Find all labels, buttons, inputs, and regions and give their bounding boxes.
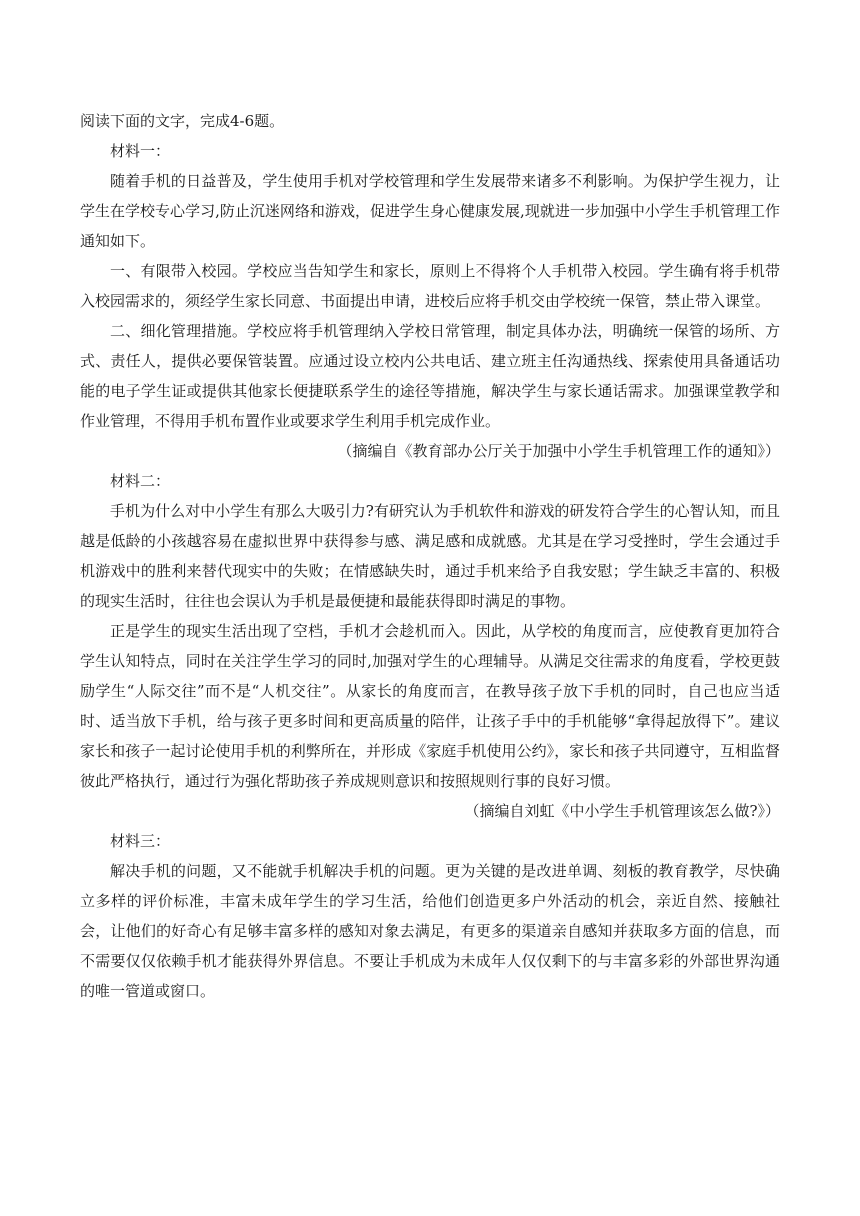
paragraph: 二、细化管理措施。学校应将手机管理纳入学校日常管理，制定具体办法，明确统一保管的场所、方式、责任人，提供必要保管装置。应通过设立校内公共电话、建立班主任沟通热线、探索使用具备通话功能的电子学生证或提供其他家长便捷联系学生的途径等措施，解决学生与家长通话需求。加强课堂教学和作业管理，不得用手机布置作业或要求学生利用手机完成作业。: [80, 322, 780, 430]
source-citation: （摘编自《教育部办公厅关于加强中小学生手机管理工作的通知》）: [337, 442, 780, 460]
material-heading: 材料三：: [110, 832, 171, 850]
material-heading: 材料二：: [110, 472, 171, 490]
question-intro: 阅读下面的文字，完成4-6题。: [80, 112, 285, 130]
material-heading: 材料一：: [110, 142, 171, 160]
material-two: [80, 466, 780, 826]
source-citation: （摘编自刘虹《中小学生手机管理该怎么做?》）: [464, 802, 780, 820]
material-one: [80, 136, 780, 466]
document-page: [80, 106, 780, 1006]
paragraph: 手机为什么对中小学生有那么大吸引力?有研究认为手机软件和游戏的研发符合学生的心智认知，而且越是低龄的小孩越容易在虚拟世界中获得参与感、满足感和成就感。尤其是在学习受挫时，学生会通过手机游戏中的胜利来替代现实中的失败；在情感缺失时，通过手机来给予自我安慰；学生缺乏丰富的、积极的现实生活时，往往也会误认为手机是最便捷和最能获得即时满足的事物。: [80, 502, 780, 610]
paragraph: 随着手机的日益普及，学生使用手机对学校管理和学生发展带来诸多不利影响。为保护学生视力，让学生在学校专心学习,防止沉迷网络和游戏，促进学生身心健康发展,现就进一步加强中小学生手机管理工作通知如下。: [80, 172, 780, 250]
paragraph: 一、有限带入校园。学校应当告知学生和家长，原则上不得将个人手机带入校园。学生确有将手机带入校园需求的，须经学生家长同意、书面提出申请，进校后应将手机交由学校统一保管，禁止带入课堂。: [80, 262, 780, 310]
paragraph: 解决手机的问题，又不能就手机解决手机的问题。更为关键的是改进单调、刻板的教育教学，尽快确立多样的评价标准，丰富未成年学生的学习生活，给他们创造更多户外活动的机会，亲近自然、接触社会，让他们的好奇心有足够丰富多样的感知对象去满足，有更多的渠道亲自感知并获取多方面的信息，而不需要仅仅依赖手机才能获得外界信息。不要让手机成为未成年人仅仅剩下的与丰富多彩的外部世界沟通的唯一管道或窗口。: [80, 862, 780, 1000]
paragraph: 正是学生的现实生活出现了空档，手机才会趁机而入。因此，从学校的角度而言，应使教育更加符合学生认知特点，同时在关注学生学习的同时,加强对学生的心理辅导。从满足交往需求的角度看，学校更鼓励学生“人际交往”而不是“人机交往”。从家长的角度而言，在教导孩子放下手机的同时，自己也应当适时、适当放下手机，给与孩子更多时间和更高质量的陪伴，让孩子手中的手机能够“拿得起放得下”。建议家长和孩子一起讨论使用手机的利弊所在，并形成《家庭手机使用公约》，家长和孩子共同遵守，互相监督彼此严格执行，通过行为强化帮助孩子养成规则意识和按照规则行事的良好习惯。: [80, 622, 780, 790]
material-three: [80, 826, 780, 1006]
